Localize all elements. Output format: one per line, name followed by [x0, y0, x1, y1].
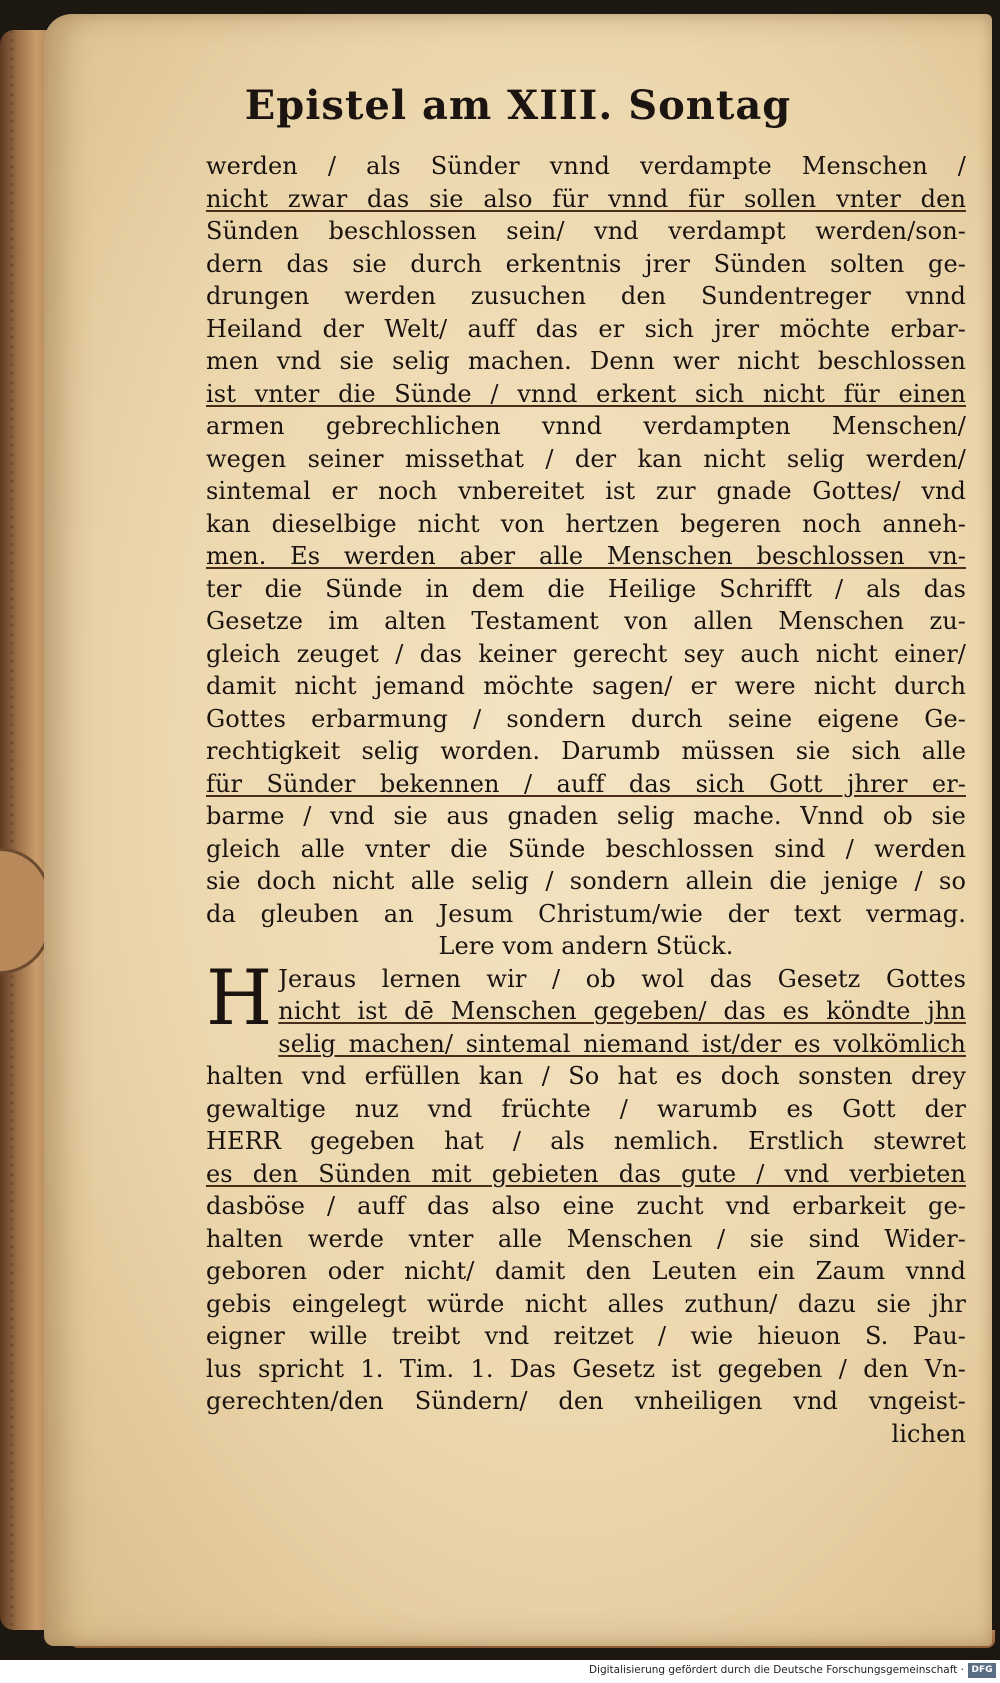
text-line: gebis eingelegt würde nicht alles zuthun/ dazu sie jhr [206, 1289, 966, 1318]
text-line: Gesetze im alten Testament von allen Menschen zu- [206, 607, 966, 635]
drop-cap-block [206, 952, 966, 1042]
text-line: damit nicht jemand möchte sagen/ er were nicht durch [206, 672, 966, 700]
body-text [206, 150, 966, 1450]
text-line: ist vnter die Sünde / vnnd erkent sich nicht für einen [206, 379, 966, 408]
text-line: men. Es werden aber alle Menschen beschlossen vn- [206, 542, 966, 570]
funding-credit: Digitalisierung gefördert durch die Deutsche Forschungsgemeinschaft · [588, 1664, 964, 1676]
text-line: men vnd sie selig machen. Denn wer nicht beschlossen [206, 347, 966, 375]
text-line: selig machen/ sintemal niemand ist/der es volkömlich [278, 1029, 966, 1058]
text-line: drungen werden zusuchen den Sundentreger vnnd [206, 282, 966, 310]
text-line: kan dieselbige nicht von hertzen begeren noch anneh- [206, 509, 966, 538]
text-line: Gottes erbarmung / sondern durch seine eigene Ge- [206, 704, 966, 733]
text-line: halten vnd erfüllen kan / So hat es doch sonsten drey [206, 1062, 966, 1090]
text-line: Sünden beschlossen sein/ vnd verdampt werden/son- [206, 217, 966, 245]
text-line: wegen seiner missethat / der kan nicht selig werden/ [206, 444, 966, 473]
text-line: halten werde vnter alle Menschen / sie sind Wider- [206, 1224, 966, 1253]
digitization-footer [0, 1660, 1000, 1683]
text-line: da gleuben an Jesum Christum/wie der text vermag. [206, 899, 966, 928]
text-line: ter die Sünde in dem die Heilige Schrifft / als das [206, 574, 966, 603]
text-line: für Sünder bekennen / auff das sich Gott jhrer er- [206, 769, 966, 798]
text-line: sintemal er noch vnbereitet ist zur gnade Gottes/ vnd [206, 477, 966, 505]
text-line: Heiland der Welt/ auff das er sich jrer möchte erbar- [206, 314, 966, 343]
text-line: HERR gegeben hat / als nemlich. Erstlich stewret [206, 1127, 966, 1155]
running-head: Epistel am XIII. Sontag [244, 82, 792, 129]
text-line: dern das sie durch erkentnis jrer Sünden solten ge- [206, 249, 966, 278]
text-line: geboren oder nicht/ damit den Leuten ein Zaum vnnd [206, 1257, 966, 1285]
text-line: lus spricht 1. Tim. 1. Das Gesetz ist gegeben / den Vn- [206, 1354, 966, 1383]
section-heading: Lere vom andern Stück. [438, 932, 734, 960]
text-line: gleich zeuget / das keiner gerecht sey auch nicht einer/ [206, 639, 966, 668]
paragraph-two [206, 952, 966, 1418]
text-line: nicht zwar das sie also für vnnd für sollen vnter den [206, 184, 966, 213]
book-page [44, 14, 992, 1646]
text-line: sie doch nicht alle selig / sondern allein die jenige / so [206, 867, 966, 895]
catchword: lichen [891, 1419, 966, 1448]
text-line: gleich alle vnter die Sünde beschlossen sind / werden [206, 834, 966, 863]
text-line: dasböse / auff das also eine zucht vnd erbarkeit ge- [206, 1192, 966, 1220]
text-line: barme / vnd sie aus gnaden selig mache. Vnnd ob sie [206, 802, 966, 830]
text-line: armen gebrechlichen vnnd verdampten Menschen/ [206, 412, 966, 440]
text-line: nicht ist dē Menschen gegeben/ das es köndte jhn [278, 997, 966, 1025]
text-line: es den Sünden mit gebieten das gute / vnd verbieten [206, 1159, 966, 1188]
initial-lines [278, 963, 966, 1028]
text-line: rechtigkeit selig worden. Darumb müssen sie sich alle [206, 737, 966, 765]
drop-cap-initial: H [206, 952, 273, 1042]
text-line: eigner wille treibt vnd reitzet / wie hieuon S. Pau- [206, 1322, 966, 1350]
paragraph-one [206, 150, 966, 930]
text-line: Jeraus lernen wir / ob wol das Gesetz Gottes [278, 964, 966, 993]
text-line: gerechten/den Sündern/ den vnheiligen vnd vngeist- [206, 1387, 966, 1415]
text-line: gewaltige nuz vnd früchte / warumb es Gott der [206, 1094, 966, 1123]
text-line: werden / als Sünder vnnd verdampte Menschen / [206, 152, 966, 180]
dfg-logo: DFG [968, 1663, 996, 1678]
